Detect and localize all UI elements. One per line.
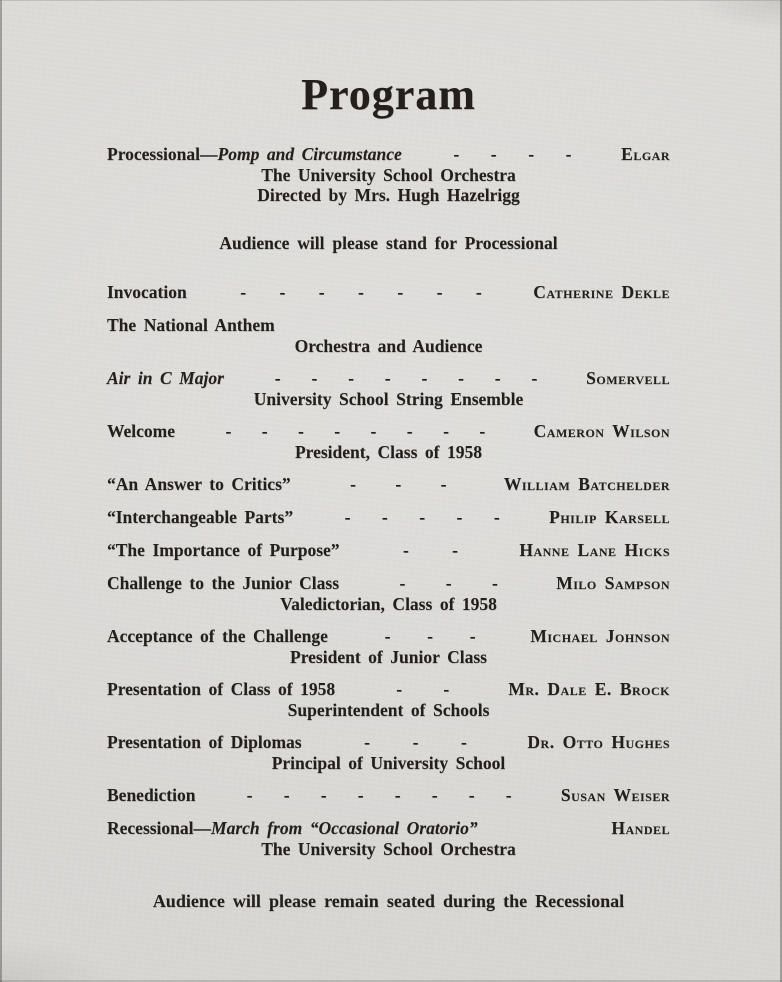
- program-item: [107, 818, 670, 859]
- dash-leaders: [293, 507, 549, 528]
- item-title: Acceptance of the Challenge: [107, 626, 328, 647]
- dash: -: [283, 785, 290, 806]
- item-title: [107, 368, 224, 389]
- item-presenter: Somervell: [586, 368, 670, 389]
- item-subline: University School String Ensemble: [253, 389, 524, 410]
- item-title-italic: Pomp and Circumstance: [217, 144, 402, 165]
- program-item: [107, 421, 670, 462]
- item-title: Processional—Pomp and Circumstance: [107, 144, 402, 165]
- item-presenter: William Batchelder: [503, 474, 670, 495]
- item-subline: President, Class of 1958: [294, 442, 483, 463]
- dash-leaders: [402, 144, 621, 165]
- dash: -: [384, 626, 391, 647]
- dash: -: [452, 540, 458, 561]
- program-item: [107, 474, 670, 495]
- dash: -: [412, 732, 419, 753]
- dash: -: [491, 573, 498, 594]
- item-title: Welcome: [107, 421, 176, 442]
- dash: -: [443, 679, 450, 700]
- item-subline: The University School Orchestra: [261, 839, 516, 860]
- dash: -: [261, 421, 268, 442]
- dash: -: [431, 785, 438, 806]
- program-item: [107, 785, 670, 806]
- item-line: [107, 474, 670, 495]
- dash: -: [436, 282, 443, 303]
- item-line: [107, 785, 670, 806]
- dash-leaders: [302, 732, 528, 753]
- dash-leaders: [291, 474, 504, 495]
- item-subline: Principal of University School: [271, 753, 506, 774]
- dash: -: [320, 785, 327, 806]
- dash: -: [427, 626, 433, 647]
- item-line: [107, 315, 670, 336]
- dash: -: [344, 507, 351, 528]
- dash: -: [279, 282, 286, 303]
- dash: -: [384, 368, 391, 389]
- item-subline: The University School Orchestra: [261, 165, 516, 186]
- dash: -: [456, 507, 463, 528]
- item-line: [107, 679, 670, 700]
- item-title: “Interchangeable Parts”: [107, 507, 294, 528]
- dash-leaders: [328, 626, 530, 647]
- item-subline: Superintendent of Schools: [287, 700, 490, 721]
- program-item: [107, 507, 670, 528]
- dash: -: [479, 421, 486, 442]
- item-line: [107, 144, 670, 165]
- program-item: [107, 626, 670, 667]
- item-title: The National Anthem: [107, 315, 275, 336]
- dash: -: [394, 785, 401, 806]
- item-presenter: Dr. Otto Hughes: [527, 732, 670, 753]
- item-presenter: Philip Karsell: [549, 507, 670, 528]
- dash: -: [381, 507, 388, 528]
- dash: -: [469, 626, 476, 647]
- dash: -: [445, 573, 452, 594]
- item-title: “The Importance of Purpose”: [107, 540, 340, 561]
- dash: -: [419, 507, 426, 528]
- dash: -: [453, 144, 460, 165]
- dash: -: [421, 368, 428, 389]
- dash: -: [240, 282, 247, 303]
- dash-leaders: [339, 573, 556, 594]
- dash: -: [493, 507, 500, 528]
- dash: -: [395, 474, 402, 495]
- program-item: [107, 540, 670, 561]
- audience-notice: Audience will please stand for Processional: [219, 233, 558, 254]
- program-item: [107, 144, 670, 205]
- item-title: “An Answer to Critics”: [107, 474, 291, 495]
- dash: -: [358, 282, 364, 303]
- dash: -: [225, 421, 232, 442]
- item-title: Challenge to the Junior Class: [107, 573, 340, 594]
- item-line: [107, 282, 670, 303]
- dash: -: [494, 368, 501, 389]
- dash: -: [274, 368, 281, 389]
- audience-notice: Audience will please remain seated during the Recessional: [152, 891, 625, 912]
- item-title-italic: March from “Occasional Oratorio”: [211, 818, 478, 839]
- dash: -: [440, 474, 447, 495]
- item-line: [107, 507, 670, 528]
- dash: -: [246, 785, 253, 806]
- item-line: [107, 626, 670, 647]
- dash: -: [490, 144, 497, 165]
- item-presenter: Susan Weiser: [560, 785, 670, 806]
- dash: -: [318, 282, 325, 303]
- item-presenter: Handel: [611, 818, 670, 839]
- item-presenter: Elgar: [621, 144, 670, 165]
- item-subline: Valedictorian, Class of 1958: [280, 594, 497, 615]
- item-title: Presentation of Class of 1958: [107, 679, 336, 700]
- dash: -: [298, 421, 304, 442]
- item-title: Presentation of Diplomas: [107, 732, 302, 753]
- dash: -: [402, 540, 409, 561]
- dash: -: [443, 421, 449, 442]
- item-presenter: Milo Sampson: [556, 573, 670, 594]
- item-presenter: Michael Johnson: [530, 626, 670, 647]
- dash: -: [505, 785, 512, 806]
- dash-leaders: [175, 421, 534, 442]
- dash-leaders: [224, 368, 586, 389]
- dash-leaders: [335, 679, 508, 700]
- item-line: [107, 818, 670, 839]
- item-title: Invocation: [107, 282, 187, 303]
- item-subline: Orchestra and Audience: [294, 336, 483, 357]
- dash: -: [334, 421, 341, 442]
- dash: -: [348, 368, 354, 389]
- dash-leaders: [195, 785, 560, 806]
- item-line: [107, 540, 670, 561]
- item-line: [107, 573, 670, 594]
- item-presenter: Hanne Lane Hicks: [519, 540, 670, 561]
- item-subline: President of Junior Class: [290, 647, 487, 668]
- dash-leaders: [340, 540, 520, 561]
- item-title: Recessional—March from “Occasional Oratorio”: [107, 818, 478, 839]
- dash: -: [531, 368, 538, 389]
- program-item: [107, 679, 670, 720]
- dash: -: [396, 679, 403, 700]
- item-presenter: Cameron Wilson: [533, 421, 670, 442]
- item-presenter: Mr. Dale E. Brock: [508, 679, 670, 700]
- dash-leaders: [187, 282, 533, 303]
- dash: -: [357, 785, 364, 806]
- item-line: [107, 421, 670, 442]
- dash: -: [528, 144, 535, 165]
- dash: -: [475, 282, 482, 303]
- dash: -: [370, 421, 377, 442]
- program-item: [107, 315, 670, 356]
- program-item: [107, 368, 670, 409]
- item-presenter: Catherine Dekle: [533, 282, 670, 303]
- item-title-italic: Air in C Major: [107, 368, 224, 389]
- dash: -: [350, 474, 356, 495]
- item-line: [107, 732, 670, 753]
- dash: -: [468, 785, 475, 806]
- dash: -: [458, 368, 464, 389]
- program-list: [107, 144, 670, 912]
- dash: -: [364, 732, 370, 753]
- item-subline: Directed by Mrs. Hugh Hazelrigg: [257, 185, 520, 206]
- dash: -: [311, 368, 318, 389]
- dash: -: [565, 144, 572, 165]
- program-item: [107, 282, 670, 303]
- page-title: Program: [301, 70, 476, 119]
- program-item: [107, 573, 670, 614]
- program-item: [107, 732, 670, 773]
- dash: -: [397, 282, 404, 303]
- dash: -: [460, 732, 467, 753]
- item-title: Benediction: [107, 785, 196, 806]
- dash: -: [399, 573, 406, 594]
- item-line: [107, 368, 670, 389]
- dash: -: [406, 421, 413, 442]
